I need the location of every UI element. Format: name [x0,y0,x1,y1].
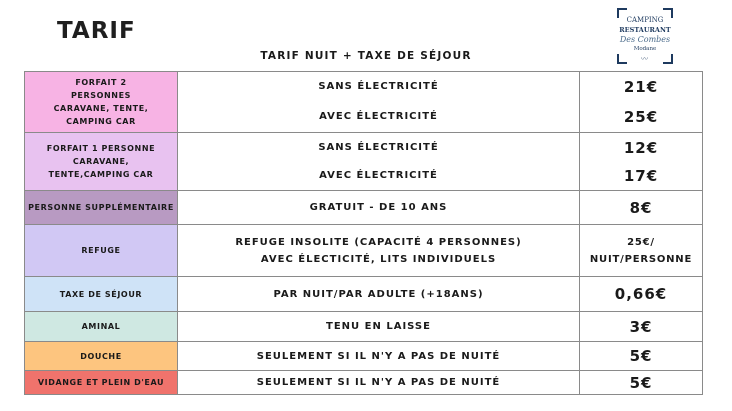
table-row [25,225,703,277]
price-cell: 25€/ NUIT/PERSONNE [580,225,703,277]
table-row [25,72,703,133]
description-cell: SEULEMENT SI IL N'Y A PAS DE NUITÉ [178,342,580,371]
price-cell: 0,66€ [580,277,703,312]
description-cell: SANS ÉLECTRICITÉ AVEC ÉLECTRICITÉ [178,133,580,191]
category-vidange: VIDANGE ET PLEIN D'EAU [25,371,178,395]
description-cell: REFUGE INSOLITE (CAPACITÉ 4 PERSONNES) AVEC ÉLECTICITÉ, LITS INDIVIDUELS [178,225,580,277]
table-row [25,371,703,395]
camping-logo: CAMPING RESTAURANT Des Combes Modane 〰 [617,8,673,64]
price-cell: 5€ [580,342,703,371]
description-cell: SANS ÉLECTRICITÉ AVEC ÉLECTRICITÉ [178,72,580,133]
table-row [25,277,703,312]
price-cell: 8€ [580,191,703,225]
category-forfait-1: FORFAIT 1 PERSONNE CARAVANE, TENTE,CAMPING CAR [25,133,178,191]
table-row [25,312,703,342]
price-cell: 12€ 17€ [580,133,703,191]
price-cell: 21€ 25€ [580,72,703,133]
description-cell: TENU EN LAISSE [178,312,580,342]
price-cell: 3€ [580,312,703,342]
page-title: TARIF [57,18,136,44]
category-taxe-de-sejour: TAXE DE SÉJOUR [25,277,178,312]
description-cell: GRATUIT - DE 10 ANS [178,191,580,225]
category-refuge: REFUGE [25,225,178,277]
table-row [25,133,703,191]
table-row [25,191,703,225]
category-personne-supplementaire: PERSONNE SUPPLÉMENTAIRE [25,191,178,225]
tarif-table [24,71,703,395]
price-cell: 5€ [580,371,703,395]
table-subtitle: TARIF NUIT + TAXE DE SÉJOUR [260,50,472,62]
description-cell: SEULEMENT SI IL N'Y A PAS DE NUITÉ [178,371,580,395]
category-forfait-2: FORFAIT 2 PERSONNES CARAVANE, TENTE, CAMPING CAR [25,72,178,133]
category-douche: DOUCHE [25,342,178,371]
category-aminal: AMINAL [25,312,178,342]
description-cell: PAR NUIT/PAR ADULTE (+18ANS) [178,277,580,312]
table-row [25,342,703,371]
